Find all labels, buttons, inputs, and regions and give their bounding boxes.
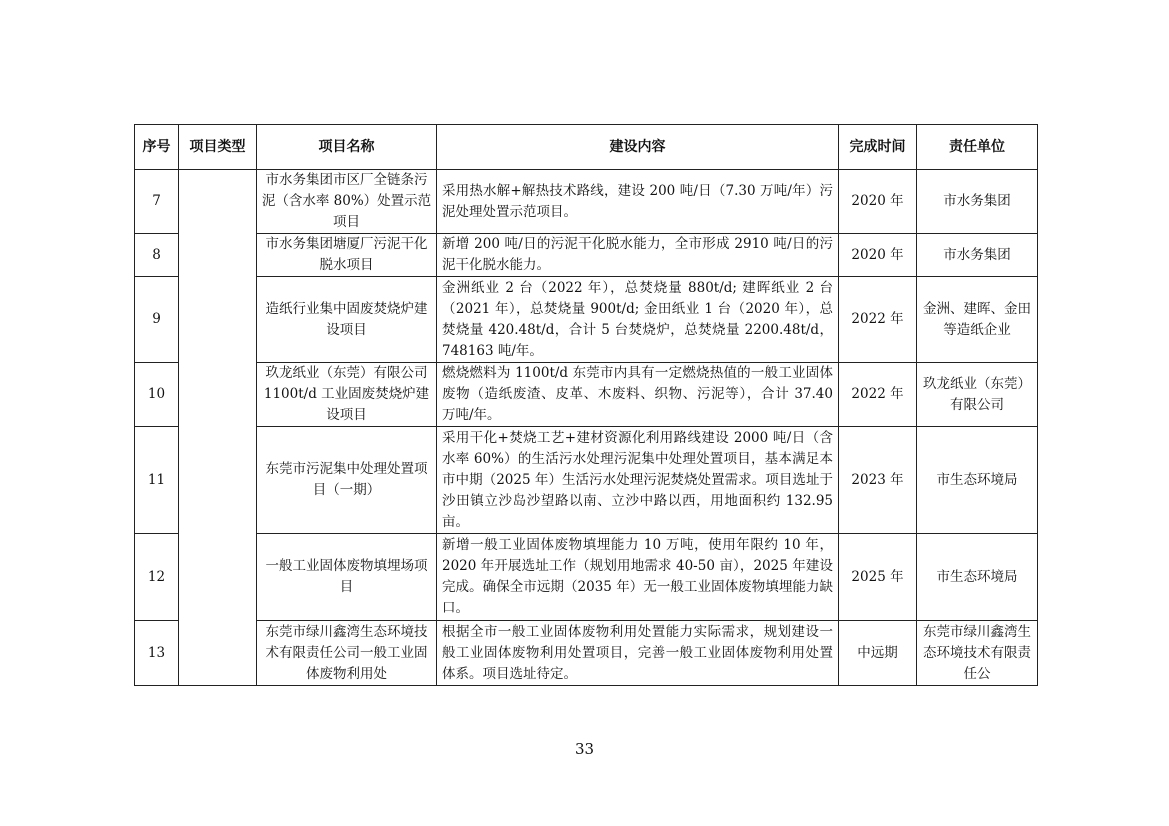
row-seq: 13 [135,621,179,686]
table-row [135,427,1038,534]
row-content: 根据全市一般工业固体废物利用处置能力实际需求，规划建设一般工业固体废物利用处置项目，完善一般工业固体废物利用处置体系。项目选址待定。 [437,621,839,686]
row-project-name: 东莞市绿川鑫湾生态环境技术有限责任公司一般工业固体废物利用处 [257,621,437,686]
row-seq: 10 [135,363,179,427]
row-seq: 12 [135,534,179,621]
row-time: 中远期 [839,621,917,686]
row-project-name: 一般工业固体废物填埋场项目 [257,534,437,621]
row-time: 2023 年 [839,427,917,534]
row-unit: 市水务集团 [917,234,1038,277]
row-seq: 7 [135,170,179,234]
table-row [135,170,1038,234]
row-project-name: 市水务集团塘厦厂污泥干化脱水项目 [257,234,437,277]
row-content: 采用热水解+解热技术路线，建设 200 吨/日（7.30 万吨/年）污泥处理处置示范项目。 [437,170,839,234]
row-content: 采用干化+焚烧工艺+建材资源化利用路线建设 2000 吨/日（含水率 60%）的生活污水处理污泥集中处理处置项目，基本满足本市中期（2025 年）生活污水处理污泥焚烧处置需求。项目选址于沙田镇立沙岛沙望路以南、立沙中路以西，用地面积约 132.95 亩。 [437,427,839,534]
row-time: 2022 年 [839,363,917,427]
row-unit: 东莞市绿川鑫湾生态环境技术有限责任公 [917,621,1038,686]
row-unit: 金洲、建晖、金田等造纸企业 [917,277,1038,363]
row-unit: 玖龙纸业（东莞）有限公司 [917,363,1038,427]
row-content: 金洲纸业 2 台（2022 年），总焚烧量 880t/d; 建晖纸业 2 台（2021 年），总焚烧量 900t/d; 金田纸业 1 台（2020 年），总焚烧量 420.48t/d，合计 5 台焚烧炉，总焚烧量 2200.48t/d，748163 吨/年。 [437,277,839,363]
header-unit: 责任单位 [917,125,1038,170]
row-seq: 8 [135,234,179,277]
header-time: 完成时间 [839,125,917,170]
header-name: 项目名称 [257,125,437,170]
row-seq: 11 [135,427,179,534]
row-content: 燃烧燃料为 1100t/d 东莞市内具有一定燃烧热值的一般工业固体废物（造纸废渣、皮革、木废料、织物、污泥等），合计 37.40 万吨/年。 [437,363,839,427]
row-time: 2020 年 [839,170,917,234]
table-row [135,363,1038,427]
row-content: 新增 200 吨/日的污泥干化脱水能力，全市形成 2910 吨/日的污泥干化脱水能力。 [437,234,839,277]
table-header-row [135,125,1038,170]
row-unit: 市水务集团 [917,170,1038,234]
page-number: 33 [574,740,595,758]
table-row [135,234,1038,277]
row-time: 2020 年 [839,234,917,277]
row-unit: 市生态环境局 [917,534,1038,621]
row-project-name: 玖龙纸业（东莞）有限公司 1100t/d 工业固废焚烧炉建设项目 [257,363,437,427]
row-project-name: 造纸行业集中固废焚烧炉建设项目 [257,277,437,363]
row-seq: 9 [135,277,179,363]
table-row [135,621,1038,686]
table-row [135,277,1038,363]
header-content: 建设内容 [437,125,839,170]
row-unit: 市生态环境局 [917,427,1038,534]
row-project-name: 东莞市污泥集中处理处置项目（一期） [257,427,437,534]
header-seq: 序号 [135,125,179,170]
project-type-cell [179,170,257,686]
table-row [135,534,1038,621]
row-project-name: 市水务集团市区厂全链条污泥（含水率 80%）处置示范项目 [257,170,437,234]
project-table [134,124,1038,686]
row-time: 2022 年 [839,277,917,363]
row-content: 新增一般工业固体废物填埋能力 10 万吨，使用年限约 10 年，2020 年开展选址工作（规划用地需求 40-50 亩），2025 年建设完成。确保全市远期（2035 年）无一般工业固体废物填埋能力缺口。 [437,534,839,621]
row-time: 2025 年 [839,534,917,621]
header-type: 项目类型 [179,125,257,170]
